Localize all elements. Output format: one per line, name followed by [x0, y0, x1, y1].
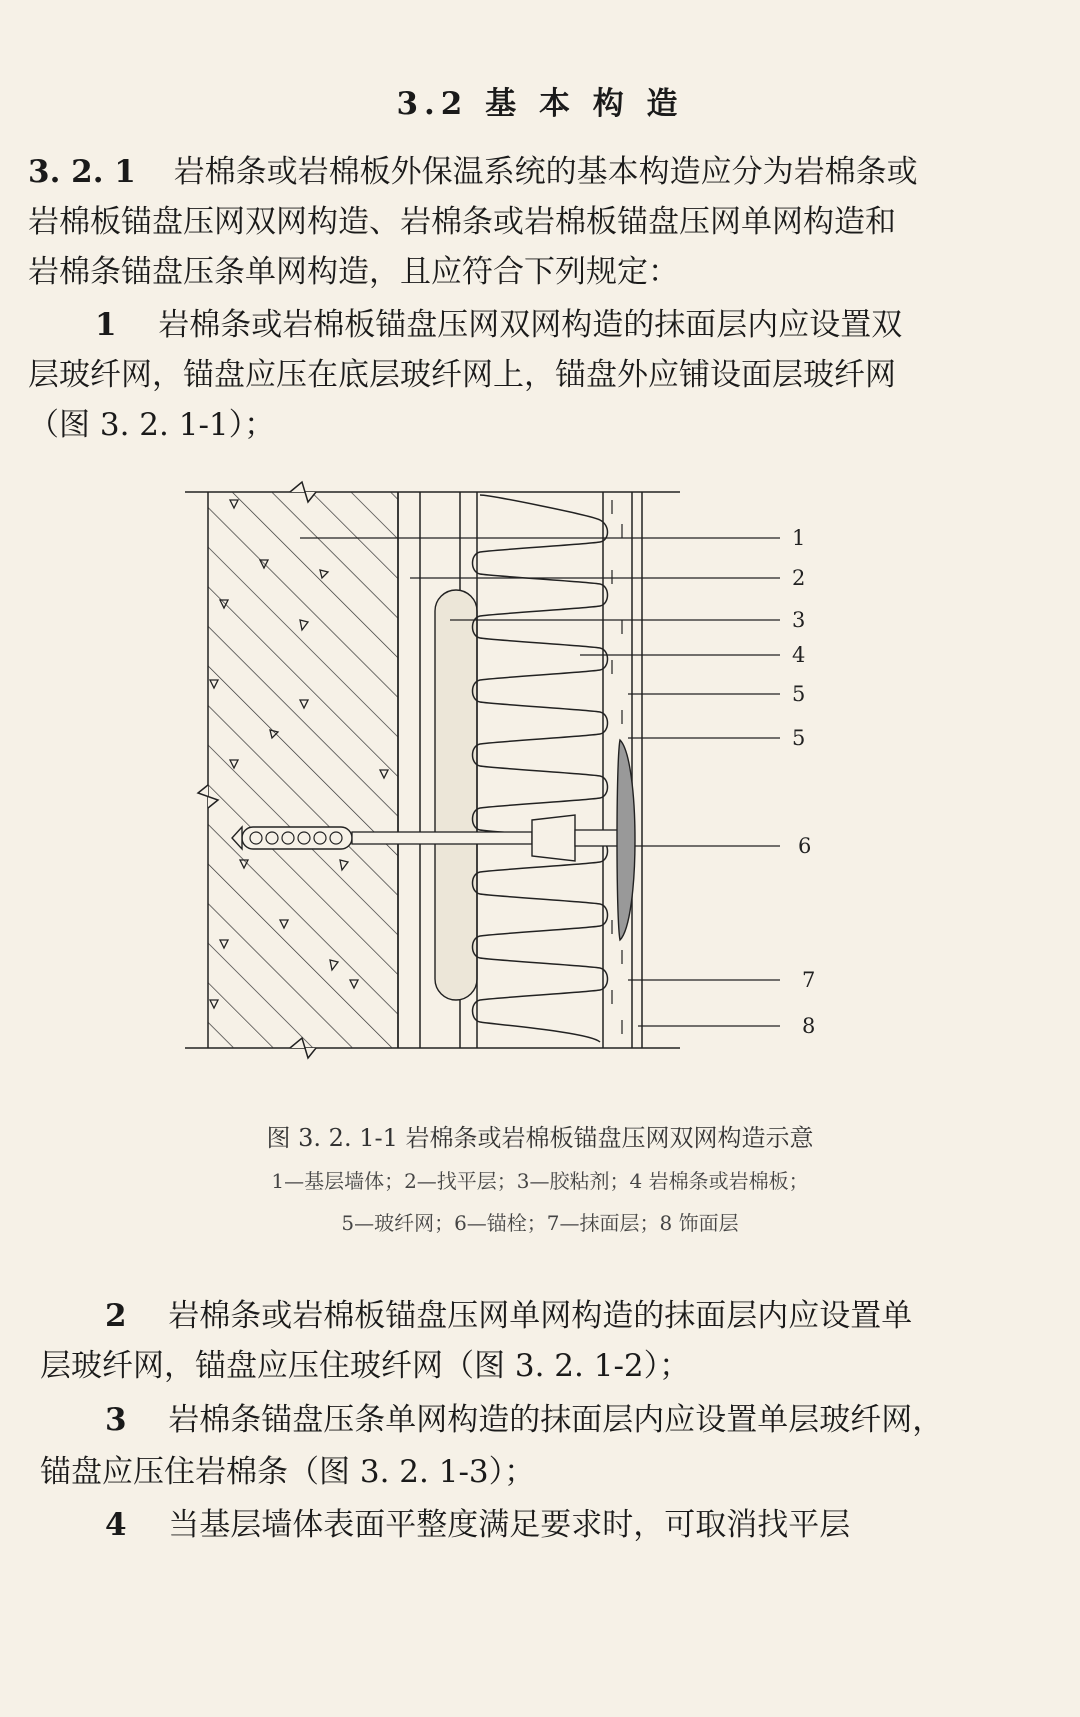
section-title: 3.2 基 本 构 造	[396, 86, 684, 122]
clause-number: 3. 2. 1	[28, 154, 136, 190]
label-1: 1	[792, 526, 806, 550]
base-wall	[198, 482, 398, 1058]
item-2-line-1	[105, 1296, 1080, 1336]
item-1-number: 1	[95, 307, 117, 343]
label-6: 6	[798, 834, 812, 858]
item-2-line-2: 层玻纤网，锚盘应压住玻纤网（图 3. 2. 1-2）；	[40, 1348, 691, 1384]
label-8: 8	[802, 1014, 816, 1038]
item-2-text-1: 岩棉条或岩棉板锚盘压网单网构造的抹面层内应设置单	[168, 1298, 913, 1334]
item-3-text-1: 岩棉条锚盘压条单网构造的抹面层内应设置单层玻纤网，	[168, 1402, 944, 1438]
figure-caption: 图 3. 2. 1-1 岩棉条或岩棉板锚盘压网双网构造示意	[266, 1124, 814, 1152]
item-4-text-1: 当基层墙体表面平整度满足要求时，可取消找平层	[168, 1507, 851, 1543]
label-2: 2	[792, 566, 806, 590]
item-1-line-2: 层玻纤网，锚盘应压在底层玻纤网上，锚盘外应铺设面层玻纤网	[28, 357, 896, 393]
figure-legend-line-1: 1—基层墙体；2—找平层；3—胶粘剂；4 岩棉条或岩棉板；	[271, 1169, 809, 1193]
item-3-line-1	[105, 1400, 1080, 1440]
label-4: 4	[792, 643, 806, 667]
clause-text-1: 岩棉条或岩棉板外保温系统的基本构造应分为岩棉条或	[173, 154, 918, 190]
label-3: 3	[792, 608, 806, 632]
rock-wool-layer	[473, 492, 608, 1048]
item-4-line-1	[105, 1505, 1080, 1545]
label-5a: 5	[792, 682, 806, 706]
figure-legend-line-2: 5—玻纤网；6—锚栓；7—抹面层；8 饰面层	[341, 1211, 739, 1235]
clause-line-3: 岩棉条锚盘压条单网构造，且应符合下列规定：	[28, 254, 679, 290]
item-1-line-3: （图 3. 2. 1-1）；	[28, 407, 276, 443]
item-2-number: 2	[105, 1298, 127, 1334]
label-5b: 5	[792, 726, 806, 750]
item-3-number: 3	[105, 1402, 127, 1438]
clause-line-1	[28, 152, 1048, 192]
item-1-line-1	[95, 305, 1080, 345]
item-1-text-1: 岩棉条或岩棉板锚盘压网双网构造的抹面层内应设置双	[158, 307, 903, 343]
construction-diagram	[180, 480, 900, 1170]
label-7: 7	[802, 968, 816, 992]
adhesive-layer	[435, 492, 477, 1048]
item-4-number: 4	[105, 1507, 127, 1543]
clause-line-2: 岩棉板锚盘压网双网构造、岩棉条或岩棉板锚盘压网单网构造和	[28, 204, 896, 240]
item-3-line-2: 锚盘应压住岩棉条（图 3. 2. 1-3）；	[40, 1454, 536, 1490]
leveling-layer	[398, 492, 420, 1048]
